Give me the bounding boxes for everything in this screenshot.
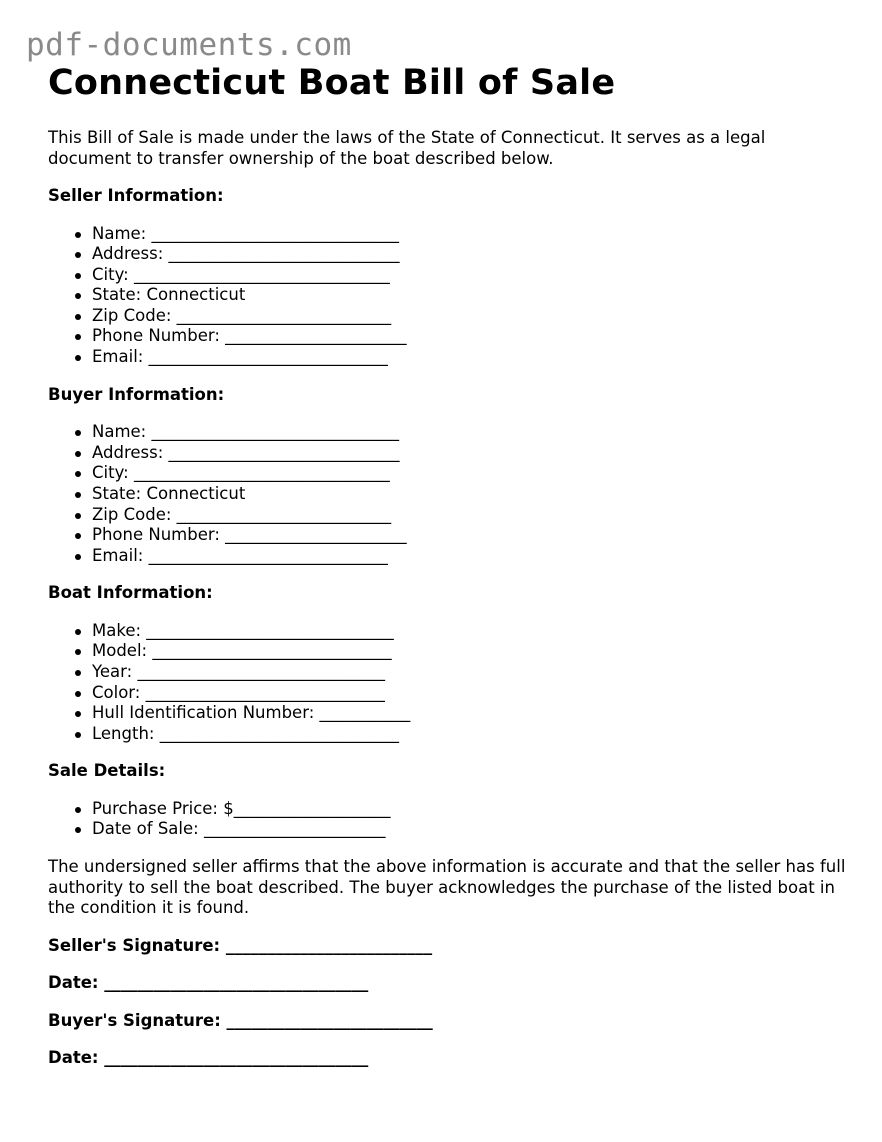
seller-name-field: Name: ______________________________: [92, 224, 848, 245]
seller-list: [48, 224, 848, 368]
buyer-name-field: Name: ______________________________: [92, 422, 848, 443]
buyer-date-line: Date: ________________________________: [48, 1048, 369, 1068]
seller-date-line: Date: ________________________________: [48, 973, 369, 993]
date-of-sale-field: Date of Sale: ______________________: [92, 819, 848, 840]
seller-city-field: City: _______________________________: [92, 265, 848, 286]
boat-length-field: Length: _____________________________: [92, 724, 848, 745]
seller-email-field: Email: _____________________________: [92, 347, 848, 368]
boat-year-field: Year: ______________________________: [92, 662, 848, 683]
buyer-zip-field: Zip Code: __________________________: [92, 505, 848, 526]
sale-heading: Sale Details:: [48, 761, 166, 781]
document-page: [48, 62, 848, 1069]
buyer-email-field: Email: _____________________________: [92, 546, 848, 567]
buyer-city-field: City: _______________________________: [92, 463, 848, 484]
affirmation-paragraph: The undersigned seller affirms that the above information is accurate and that the seller has full authority to sell the boat described. The buyer acknowledges the purchase of the listed boat in the condition it is found.: [48, 857, 846, 918]
boat-color-field: Color: _____________________________: [92, 683, 848, 704]
watermark: pdf-documents.com: [26, 27, 352, 63]
buyer-address-field: Address: ____________________________: [92, 443, 848, 464]
buyer-phone-field: Phone Number: ______________________: [92, 525, 848, 546]
boat-model-field: Model: _____________________________: [92, 641, 848, 662]
seller-zip-field: Zip Code: __________________________: [92, 306, 848, 327]
page-title: Connecticut Boat Bill of Sale: [48, 63, 616, 103]
seller-address-field: Address: ____________________________: [92, 244, 848, 265]
boat-hin-field: Hull Identification Number: ___________: [92, 703, 848, 724]
seller-signature-line: Seller's Signature: _________________________: [48, 935, 433, 955]
buyer-signature-line: Buyer's Signature: _________________________: [48, 1010, 433, 1030]
boat-list: [48, 621, 848, 745]
seller-heading: Seller Information:: [48, 186, 224, 205]
seller-state-field: State: Connecticut: [92, 285, 848, 306]
boat-heading: Boat Information:: [48, 583, 213, 603]
buyer-list: [48, 422, 848, 566]
buyer-heading: Buyer Information:: [48, 384, 225, 404]
sale-list: [48, 799, 848, 840]
seller-phone-field: Phone Number: ______________________: [92, 326, 848, 347]
boat-make-field: Make: ______________________________: [92, 621, 848, 642]
buyer-state-field: State: Connecticut: [92, 484, 848, 505]
intro-paragraph: This Bill of Sale is made under the laws of the State of Connecticut. It serves as a legal document to transfer ownership of the boat described below.: [48, 128, 766, 168]
purchase-price-field: Purchase Price: $___________________: [92, 799, 848, 820]
